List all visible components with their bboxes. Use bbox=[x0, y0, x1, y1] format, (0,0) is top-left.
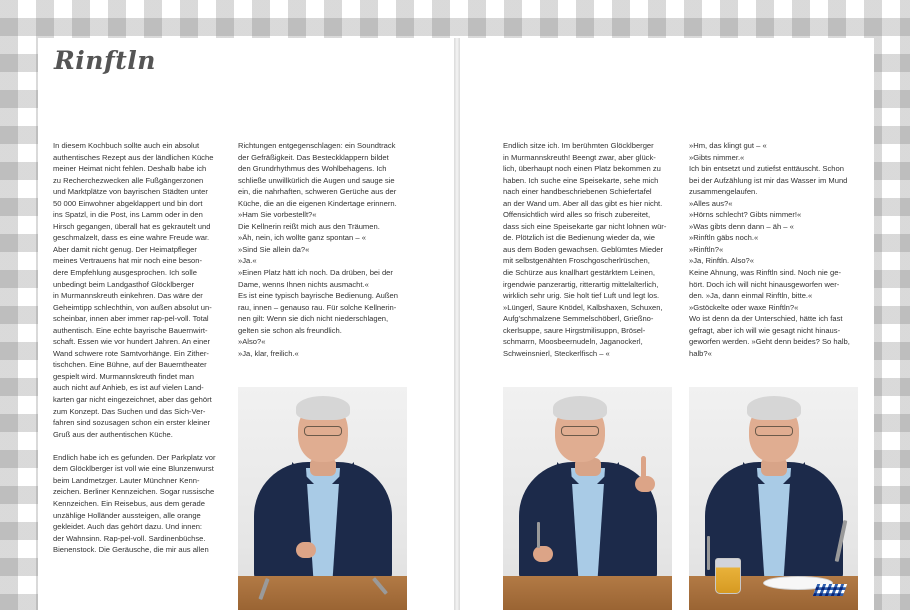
text-line: den. »Ja, dann einmal Rinftln, bitte.« bbox=[689, 291, 813, 301]
text-line: gespielt wird. Murmannskreuth findet man bbox=[53, 371, 194, 381]
text-line: Schweinsnierl, Steckerlfisch – « bbox=[503, 348, 610, 358]
text-line: Richtungen entgegenschlagen: ein Soundtrack bbox=[238, 141, 396, 150]
text-line: Endlich habe ich es gefunden. Der Parkplatz vor bbox=[53, 452, 216, 462]
text-line: gelten sie schon als freundlich. bbox=[238, 325, 342, 335]
text-line: zum Konzept. Das Suchen und das Sich-Ver- bbox=[53, 406, 206, 416]
text-line: In diesem Kochbuch sollte auch ein absolut bbox=[53, 141, 200, 150]
text-line: zusammengelaufen. bbox=[689, 187, 758, 197]
text-line: schmarrn, Moosbeernudeln, Jaganockerl, bbox=[503, 337, 643, 347]
text-line: nach einer handbeschriebenen Schiefertafel bbox=[503, 187, 652, 197]
text-line: Die Kellnerin reißt mich aus den Träumen. bbox=[238, 221, 380, 231]
text-line: Keine Ahnung, was Rinftln sind. Noch nie ge- bbox=[689, 268, 841, 278]
text-line: Es ist eine typisch bayrische Bedienung. Außen bbox=[238, 291, 398, 301]
text-line: »Ja, Rinftln. Also?« bbox=[689, 256, 755, 266]
text-line: schaft. Essen wie vor hundert Jahren. An einer bbox=[53, 337, 211, 347]
photo-man-raising-finger bbox=[503, 387, 672, 610]
text-line: Geheimtipp schlechthin, von außen absolut un- bbox=[53, 302, 212, 312]
text-line: zeichen. Berliner Kennzeichen. Sogar russische bbox=[53, 487, 215, 497]
text-line: »Ja.« bbox=[238, 256, 257, 266]
text-line: zu Recherchezwecken alle Fußgängerzonen bbox=[53, 175, 204, 185]
text-line: in Murmannskreuth! Beengt zwar, aber glück- bbox=[503, 152, 656, 162]
text-line: ins Spatzl, in die Post, ins Lamm oder in den bbox=[53, 210, 203, 220]
text-line: Wand schwere rote Samtvorhänge. Ein Zither- bbox=[53, 348, 209, 358]
text-line: Kennzeichen. Ein Reisebus, aus dem gerade bbox=[53, 498, 205, 508]
photo-man-with-beer bbox=[689, 387, 858, 610]
text-line: »Alles aus?« bbox=[689, 198, 733, 208]
text-line: »Ja, klar, freilich.« bbox=[238, 348, 299, 358]
text-line: de. Plötzlich ist die Bedienung wieder da, wie bbox=[503, 233, 655, 243]
text-column-2 bbox=[238, 140, 408, 359]
text-line: »Einen Platz hätt ich noch. Da drüben, bei der bbox=[238, 268, 393, 278]
text-line: wirklich sehr urig. Sie holt tief Luft und legt los. bbox=[503, 291, 660, 301]
text-line: dass sich eine Speisekarte gar nicht lohnen wür- bbox=[503, 221, 667, 231]
text-line: Offensichtlich wird alles so frisch zubereitet, bbox=[503, 210, 651, 220]
raised-hand-icon bbox=[635, 476, 655, 492]
text-line: Ich bin entsetzt und zutiefst enttäuscht. Schon bbox=[689, 164, 844, 174]
text-line: den Grundrhythmus des Wohlbehagens. Ich bbox=[238, 164, 387, 174]
text-line: gekleidet. Auch das gehört dazu. Und innen: bbox=[53, 522, 203, 532]
text-line: karten gar nicht eingezeichnet, aber das gehört bbox=[53, 395, 212, 405]
text-line: authentisches Rezept aus der ländlichen Küche bbox=[53, 152, 214, 162]
text-line: ckerlsuppe, saure Hirgstmilisuppn, Brösel- bbox=[503, 325, 646, 335]
text-line: fahren sind sozusagen schon ein erster kleiner bbox=[53, 418, 211, 428]
page-title: Rinftln bbox=[54, 46, 156, 75]
text-line: rau, innen – genauso rau. Für solche Kellnerin- bbox=[238, 302, 397, 312]
text-line: Aufg'schmalzene Semmelschöberl, Grießno- bbox=[503, 314, 654, 324]
fork-icon bbox=[707, 536, 710, 570]
text-column-1 bbox=[53, 140, 233, 556]
text-line: lich, überhaupt noch einen Platz bekommen zu bbox=[503, 164, 661, 174]
text-line: die Schürze aus knallhart gestärktem Leinen, bbox=[503, 268, 655, 278]
glasses-icon bbox=[304, 426, 342, 436]
beer-glass-icon bbox=[715, 558, 741, 594]
text-line: unbedingt beim Landgasthof Glöcklberger bbox=[53, 279, 194, 289]
text-line: Küche, die an die eigenen Kindertage erinnern. bbox=[238, 198, 397, 208]
text-line: bei der Aufzählung ist mir das Wasser im Mund bbox=[689, 175, 848, 185]
text-line: hört. Doch ich will nicht hinausgeworfen wer- bbox=[689, 279, 840, 289]
text-line: »Hörns schlecht? Gibts nimmer!« bbox=[689, 210, 802, 220]
text-line: auch nicht auf Anhieb, es ist auf vielen Land- bbox=[53, 383, 204, 393]
text-line: »Rinftln gäbs noch.« bbox=[689, 233, 759, 243]
text-line bbox=[53, 440, 233, 452]
text-line: aus dem Boden gewachsen. Geblümtes Mieder bbox=[503, 244, 663, 254]
photo-man-pointing bbox=[238, 387, 407, 610]
text-line: Bienenstock. Die Geräusche, die mir aus allen bbox=[53, 545, 209, 555]
text-line: haben. Ich suche eine Speisekarte, sehe mich bbox=[503, 175, 659, 185]
text-line: Hirsch gegangen, überall hat es gekrautelt und bbox=[53, 221, 211, 231]
text-line: mit selbstgenähten Froschgoscherlrüschen, bbox=[503, 256, 650, 266]
text-line: Aber damit nicht genug. Der Heimatpfleger bbox=[53, 244, 197, 254]
text-line: Wo ist denn da der Unterschied, hätte ich fast bbox=[689, 314, 843, 324]
text-line: und Marktplätze von bayrischen Städten unter bbox=[53, 187, 208, 197]
text-line: »Sind Sie allein da?« bbox=[238, 244, 310, 254]
text-line: der Gefräßigkeit. Das Besteckklappern bildet bbox=[238, 152, 389, 162]
text-line: halb?« bbox=[689, 348, 712, 358]
text-line: dem Glöcklberger ist voll wie eine Blunzenwurst bbox=[53, 464, 214, 474]
text-line: »Äh, nein, ich wollte ganz spontan – « bbox=[238, 233, 366, 243]
text-line: geworfen werden. »Geht denn beides? So halb, bbox=[689, 337, 850, 347]
fork-icon bbox=[537, 522, 540, 548]
text-line: Dame, wenns Ihnen nichts ausmacht.« bbox=[238, 279, 369, 289]
text-line: »Ham Sie vorbestellt?« bbox=[238, 210, 317, 220]
text-line: »Was gibts denn dann – äh – « bbox=[689, 221, 794, 231]
text-line: ein, die nahrhaften, schweren Gerüche aus der bbox=[238, 187, 397, 197]
text-line: beim Landmetzger. Lauter Münchner Kenn- bbox=[53, 475, 200, 485]
text-line: »Rinftln?« bbox=[689, 244, 724, 254]
text-line: irgendwie panzerartig, ritterartig mittelalterlich, bbox=[503, 279, 659, 289]
text-line: »Lüngerl, Saure Knödel, Kalbshaxen, Schuxen, bbox=[503, 302, 663, 312]
text-line: in Murmannskreuth einkehren. Das wäre der bbox=[53, 291, 203, 301]
text-line: authentisch. Eine echte bayrische Bauernwirt- bbox=[53, 325, 208, 335]
checkered-napkin bbox=[813, 584, 847, 596]
text-line: unzählige Holländer aussteigen, alle orange bbox=[53, 510, 201, 520]
text-column-3 bbox=[503, 140, 673, 359]
text-line: nen gilt: Wenn sie dich nicht niederschlagen, bbox=[238, 314, 389, 324]
text-line: dere Empfehlung ausgesprochen. Ich solle bbox=[53, 268, 197, 278]
text-line: geschmalzelt, dass es eine wahre Freude war. bbox=[53, 233, 210, 243]
text-line: gefragt, aber ich will wie gesagt nicht hinaus- bbox=[689, 325, 841, 335]
text-line: an der Wand um. Aber all das gibt es hier nicht. bbox=[503, 198, 663, 208]
text-line: scheinbar, innen aber immer rap-pel-voll. Total bbox=[53, 314, 209, 324]
text-line: tischchen. Eine Bühne, auf der Bauerntheater bbox=[53, 360, 207, 370]
text-line: schließe unwillkürlich die Augen und sauge sie bbox=[238, 175, 395, 185]
text-line: meines Vertrauens hat mir noch eine beson- bbox=[53, 256, 203, 266]
glasses-icon bbox=[755, 426, 793, 436]
text-line: »Also?« bbox=[238, 337, 266, 347]
text-line: der Wahnsinn. Rap-pel-voll. Sardinenbüchse. bbox=[53, 533, 206, 543]
text-line: »Gstöckelte oder waxe Rinftln?« bbox=[689, 302, 799, 312]
text-line: Endlich sitze ich. Im berühmten Glöcklberger bbox=[503, 141, 654, 150]
text-line: »Gibts nimmer.« bbox=[689, 152, 745, 162]
text-line: meiner Heimat nicht fehlen. Deshalb habe ich bbox=[53, 164, 207, 174]
pointing-hand-icon bbox=[296, 542, 316, 558]
glasses-icon bbox=[561, 426, 599, 436]
text-line: »Hm, das klingt gut – « bbox=[689, 141, 767, 150]
text-line: Gruß aus der authentischen Küche. bbox=[53, 429, 173, 439]
text-column-4 bbox=[689, 140, 859, 359]
text-line: 50 000 Einwohner abgeklappert und bin dort bbox=[53, 198, 203, 208]
